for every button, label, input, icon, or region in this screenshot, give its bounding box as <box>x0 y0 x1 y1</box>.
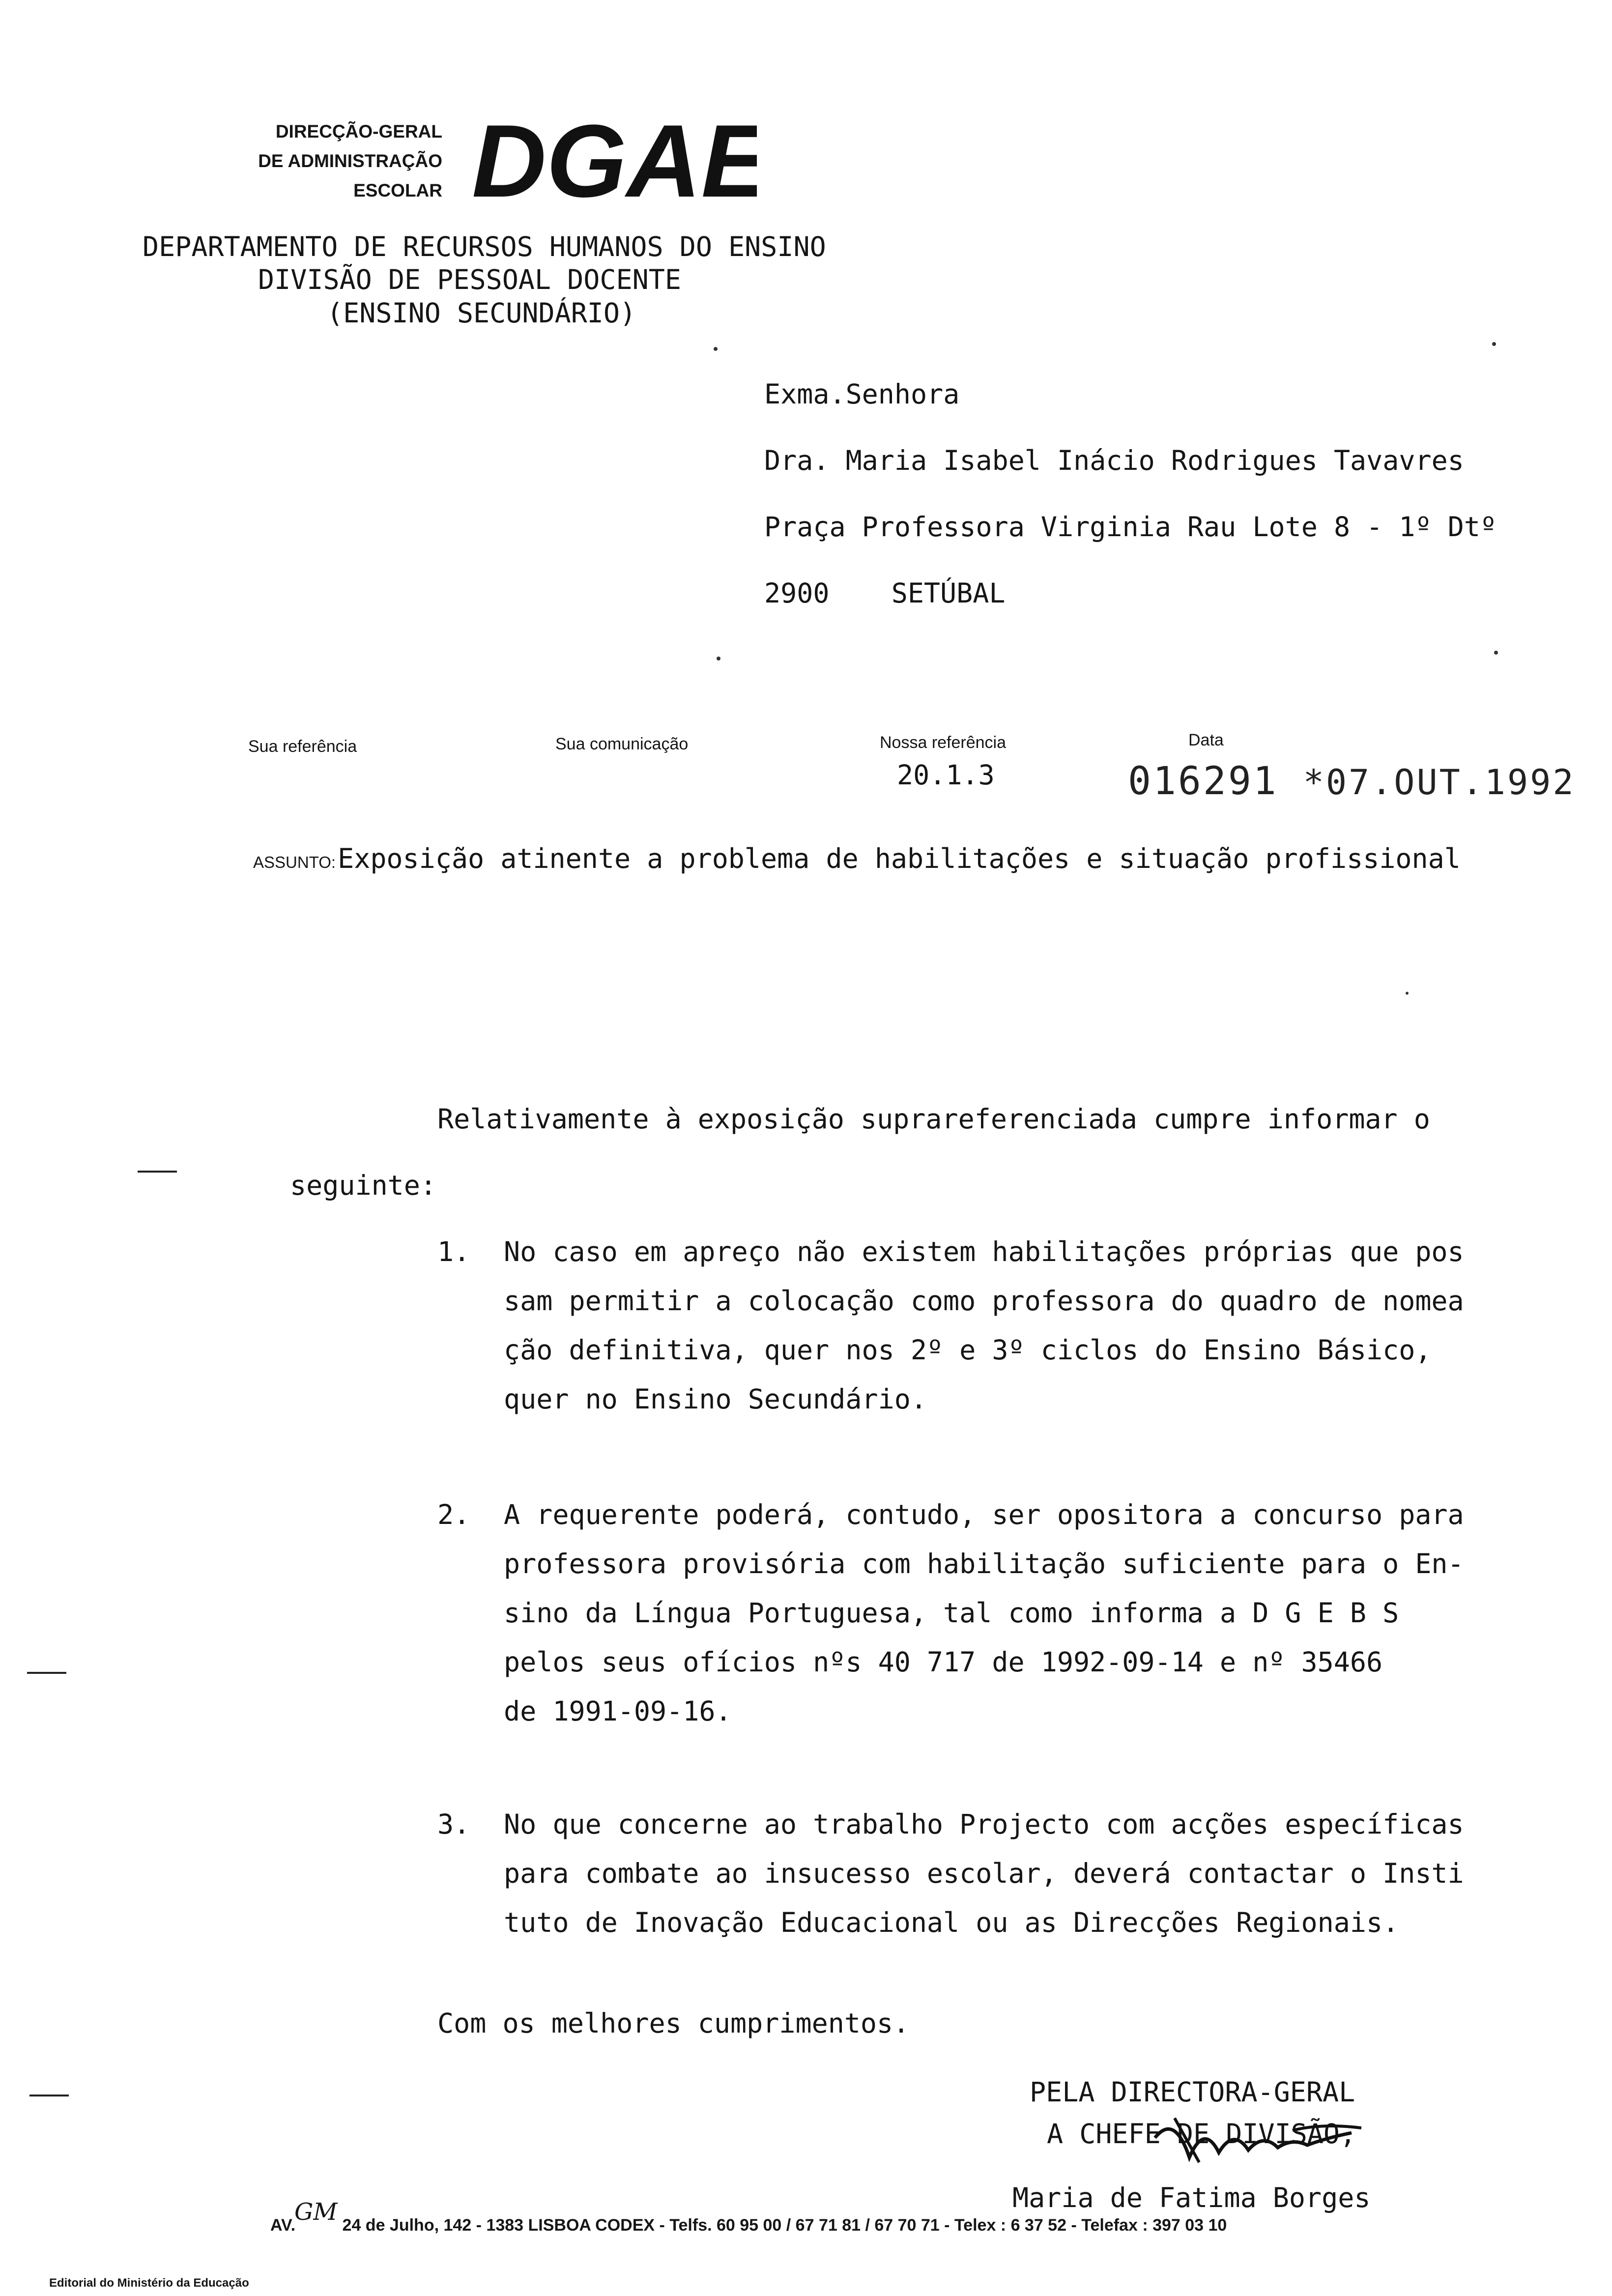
date-stamp <box>1128 759 1575 804</box>
margin-fold-mark <box>27 1672 66 1674</box>
mark-dot <box>714 347 718 351</box>
mark-dot <box>717 657 720 660</box>
recipient-name: Dra. Maria Isabel Inácio Rodrigues Tavavres <box>764 445 1464 476</box>
intro-line1: Relativamente à exposição suprareferenciada cumpre informar o <box>437 1103 1430 1135</box>
your-communication-label: Sua comunicação <box>555 735 689 753</box>
dgae-logo <box>472 113 757 206</box>
item3-line: tuto de Inovação Educacional ou as Direcções Regionais. <box>504 1907 1399 1938</box>
our-reference-label: Nossa referência <box>880 733 1007 752</box>
mark-dot <box>1492 342 1496 346</box>
item2-line: A requerente poderá, contudo, ser opositora a concurso para <box>504 1499 1464 1530</box>
subject-text: Exposição atinente a problema de habilitações e situação profissional <box>338 843 1461 874</box>
mark-dot <box>1494 651 1498 655</box>
mark-dot <box>1406 992 1409 995</box>
recipient-salutation: Exma.Senhora <box>764 378 960 410</box>
stamp-number: 016291 <box>1128 759 1278 804</box>
org-name-line1: DIRECÇÃO-GERAL <box>275 121 442 142</box>
item2-line: sino da Língua Portuguesa, tal como informa a D G E B S <box>504 1597 1399 1629</box>
recipient-city: SETÚBAL <box>891 577 1006 609</box>
footer-address: 24 de Julho, 142 - 1383 LISBOA CODEX - Telfs. 60 95 00 / 67 71 81 / 67 70 71 - Telex : 6 37 52 - Telefax : 397 03 10 <box>342 2216 1227 2235</box>
item2-line: pelos seus ofícios nºs 40 717 de 1992-09-14 e nº 35466 <box>504 1646 1383 1678</box>
our-reference-value: 20.1.3 <box>897 759 995 791</box>
stamp-date: *07.OUT.1992 <box>1303 762 1576 803</box>
item3-line: para combate ao insucesso escolar, deverá contactar o Insti <box>504 1858 1464 1889</box>
closing-remark: Com os melhores cumprimentos. <box>437 2008 910 2039</box>
department-line2: DIVISÃO DE PESSOAL DOCENTE <box>258 264 681 295</box>
item3-line: No que concerne ao trabalho Projecto com acções específicas <box>504 1808 1464 1840</box>
footer-address-line <box>270 2198 1227 2237</box>
dgae-logo-text: DGAE <box>472 113 757 206</box>
org-name-line2: DE ADMINISTRAÇÃO <box>258 151 442 171</box>
your-reference-label: Sua referência <box>248 737 357 756</box>
margin-fold-mark <box>138 1171 177 1173</box>
subject-label: ASSUNTO: <box>253 853 336 871</box>
item1-number: 1. <box>437 1236 470 1267</box>
org-name-block <box>216 117 442 205</box>
signature-line1: PELA DIRECTORA-GERAL <box>1030 2076 1355 2108</box>
signature-line2: A CHEFE DE DIVISÃO, <box>1047 2118 1356 2150</box>
item1-line: No caso em apreço não existem habilitações próprias que pos <box>504 1236 1464 1267</box>
footer-initials: AV. <box>270 2216 296 2235</box>
department-line3: (ENSINO SECUNDÁRIO) <box>327 297 636 329</box>
item2-number: 2. <box>437 1499 470 1530</box>
item1-line: ção definitiva, quer nos 2º e 3º ciclos do Ensino Básico, <box>504 1334 1432 1366</box>
signatory-name: Maria de Fatima Borges <box>1012 2182 1371 2213</box>
department-line1: DEPARTAMENTO DE RECURSOS HUMANOS DO ENSINO <box>143 231 826 262</box>
org-name-line3: ESCOLAR <box>353 180 442 201</box>
footer-editorial: Editorial do Ministério da Educação <box>49 2276 249 2290</box>
item2-line: professora provisória com habilitação suficiente para o En- <box>504 1548 1464 1579</box>
recipient-postal-code: 2900 <box>764 577 830 609</box>
item3-number: 3. <box>437 1808 470 1840</box>
dgae-logo-graphic <box>472 113 757 206</box>
item2-line: de 1991-09-16. <box>504 1695 732 1727</box>
recipient-address: Praça Professora Virginia Rau Lote 8 - 1º Dtº <box>764 511 1497 543</box>
item1-line: sam permitir a colocação como professora do quadro de nomea <box>504 1285 1464 1317</box>
footer-handwritten-initials: GM <box>294 2198 338 2226</box>
margin-fold-mark <box>29 2095 69 2096</box>
subject-line <box>253 843 1461 874</box>
recipient-city-line <box>764 577 1006 609</box>
item1-line: quer no Ensino Secundário. <box>504 1383 927 1415</box>
date-label: Data <box>1188 731 1224 749</box>
handwritten-signature <box>1145 2103 1376 2177</box>
intro-line2: seguinte: <box>290 1170 437 1201</box>
